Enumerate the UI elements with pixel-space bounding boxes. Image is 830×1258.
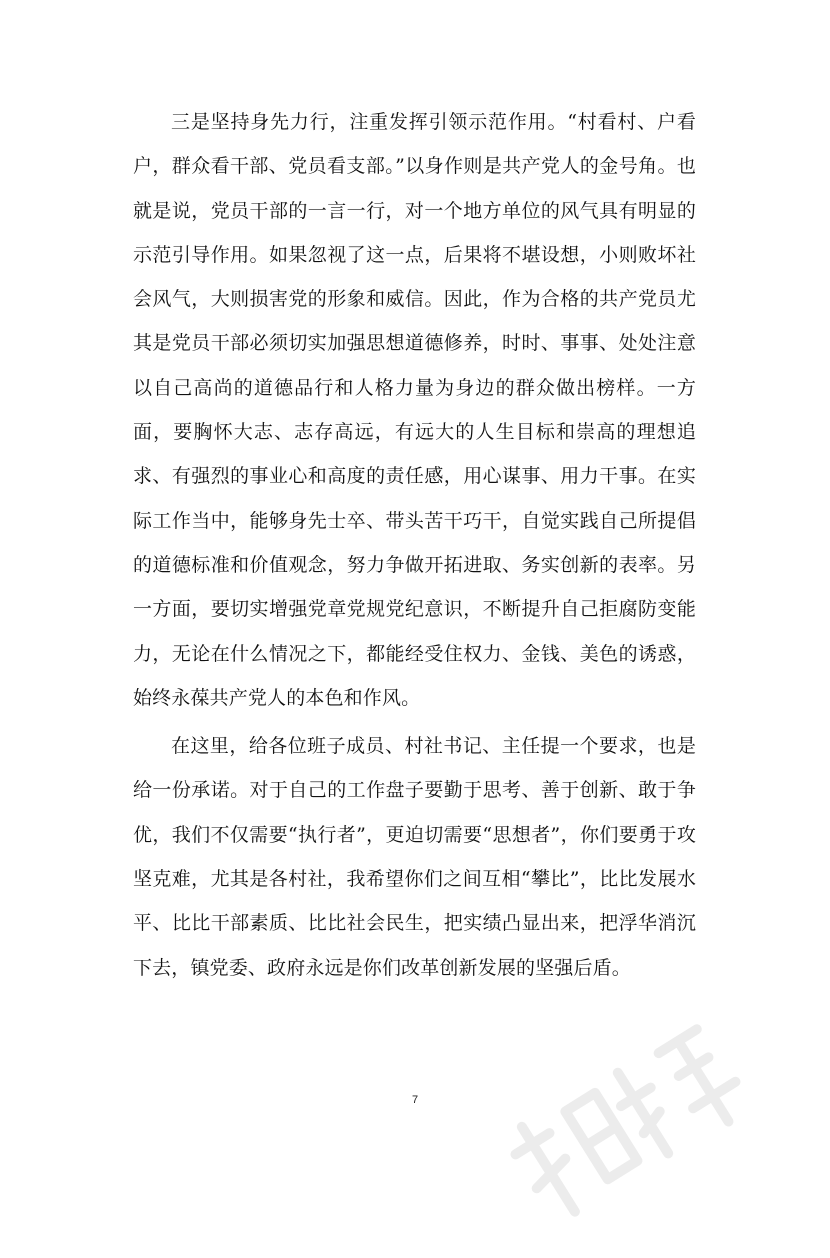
page-number: 7	[411, 1094, 419, 1106]
watermark-graphic	[483, 1002, 778, 1258]
paragraph-2: 在这里，给各位班子成员、村社书记、主任提一个要求，也是给一份承诺。对于自己的工作盘子要勤于思考、善于创新、敢于争优，我们不仅需要“执行者”，更迫切需要“思想者”，你们要勇于攻坚克难，尤其是各村社，我希望你们之间互相“攀比”，比比发展水平、比比干部素质、比比社会民生，把实绩凸显出来，把浮华消沉下去，镇党委、政府永远是你们改革创新发展的坚强后盾。	[133, 735, 696, 979]
paragraph-1: 三是坚持身先力行，注重发挥引领示范作用。“村看村、户看户，群众看干部、党员看支部。”以身作则是共产党人的金号角。也就是说，党员干部的一言一行，对一个地方单位的风气具有明显的示范引导作用。如果忽视了这一点，后果将不堪设想，小则败坏社会风气，大则损害党的形象和威信。因此，作为合格的共产党员尤其是党员干部必须切实加强思想道德修养，时时、事事、处处注意以自己高尚的道德品行和人格力量为身边的群众做出榜样。一方面，要胸怀大志、志存高远，有远大的人生目标和崇高的理想追求、有强烈的事业心和高度的责任感，用心谋事、用力干事。在实际工作当中，能够身先士卒、带头苦干巧干，自觉实践自己所提倡的道德标准和价值观念，努力争做开拓进取、务实创新的表率。另一方面，要切实增强党章党规党纪意识，不断提升自己拒腐防变能力，无论在什么情况之下，都能经受住权力、金钱、美色的诱惑，始终永葆共产党人的本色和作风。	[133, 111, 696, 709]
document-body	[133, 100, 696, 990]
